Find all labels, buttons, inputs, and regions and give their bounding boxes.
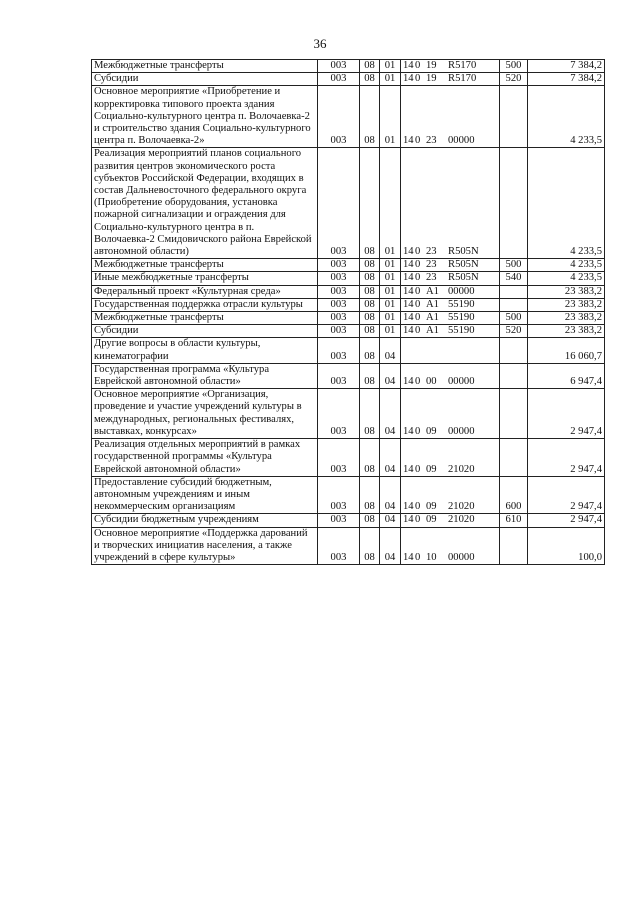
table-row: [92, 514, 605, 527]
row-subsection-code: 04: [380, 476, 401, 514]
row-target-article: [401, 389, 500, 439]
row-name: Основное мероприятие «Приобретение и корректировка типового проекта здания Социально-культурного центра п. Волочаевка-2 и строительство здания Социально-культурного центра п. Волочаевка-2»: [92, 86, 318, 148]
row-ved-code: 003: [318, 363, 360, 388]
target-article-part: 14: [403, 514, 414, 526]
row-subsection-code: 01: [380, 325, 401, 338]
target-article-part: 00000: [448, 376, 475, 388]
row-target-article: [401, 325, 500, 338]
row-section-code: 08: [360, 86, 380, 148]
row-subsection-code: 01: [380, 60, 401, 73]
target-article-part: 21020: [448, 501, 475, 513]
row-subsection-code: 01: [380, 298, 401, 311]
target-article-part: 19: [426, 73, 437, 85]
row-amount: 4 233,5: [528, 259, 605, 272]
row-amount: 2 947,4: [528, 389, 605, 439]
row-target-article: [401, 73, 500, 86]
target-article-part: 14: [403, 298, 414, 310]
target-article-part: 0: [415, 551, 421, 563]
row-name: Другие вопросы в области культуры, кинематографии: [92, 338, 318, 363]
row-amount: 23 383,2: [528, 285, 605, 298]
row-expense-type: [500, 285, 528, 298]
target-article-part: 0: [415, 73, 421, 85]
row-ved-code: 003: [318, 148, 360, 259]
row-subsection-code: 04: [380, 363, 401, 388]
row-target-article: [401, 285, 500, 298]
row-section-code: 08: [360, 325, 380, 338]
target-article-part: 09: [426, 463, 437, 475]
row-expense-type: 540: [500, 272, 528, 285]
row-target-article: [401, 514, 500, 527]
target-article-part: R5170: [448, 73, 477, 85]
row-amount: 4 233,5: [528, 272, 605, 285]
row-expense-type: [500, 148, 528, 259]
table-row: [92, 285, 605, 298]
row-name: Реализация отдельных мероприятий в рамках государственной программы «Культура Еврейской автономной области»: [92, 439, 318, 477]
target-article-part: 14: [403, 60, 414, 71]
target-article-part: 23: [426, 272, 437, 284]
row-section-code: 08: [360, 259, 380, 272]
row-amount: 23 383,2: [528, 298, 605, 311]
row-name: Межбюджетные трансферты: [92, 60, 318, 73]
row-amount: 23 383,2: [528, 312, 605, 325]
target-article-part: 14: [403, 285, 414, 297]
row-expense-type: [500, 86, 528, 148]
target-article-part: 0: [415, 376, 421, 388]
row-target-article: [401, 338, 500, 363]
table-row: [92, 439, 605, 477]
table-row: [92, 259, 605, 272]
row-expense-type: 520: [500, 325, 528, 338]
table-row: [92, 298, 605, 311]
target-article-part: 0: [415, 259, 421, 271]
row-ved-code: 003: [318, 312, 360, 325]
row-expense-type: 610: [500, 514, 528, 527]
row-subsection-code: 04: [380, 439, 401, 477]
row-expense-type: [500, 338, 528, 363]
row-expense-type: [500, 363, 528, 388]
row-ved-code: 003: [318, 298, 360, 311]
row-subsection-code: 04: [380, 527, 401, 565]
target-article-part: 55190: [448, 298, 475, 310]
row-expense-type: 600: [500, 476, 528, 514]
target-article-part: 0: [415, 325, 421, 337]
row-section-code: 08: [360, 527, 380, 565]
row-ved-code: 003: [318, 514, 360, 527]
row-name: Субсидии: [92, 325, 318, 338]
table-row: [92, 325, 605, 338]
target-article-part: R5170: [448, 60, 477, 71]
target-article-part: 0: [415, 514, 421, 526]
row-section-code: 08: [360, 60, 380, 73]
target-article-part: A1: [426, 298, 439, 310]
target-article-part: 09: [426, 501, 437, 513]
target-article-part: 14: [403, 501, 414, 513]
row-name: Субсидии бюджетным учреждениям: [92, 514, 318, 527]
row-subsection-code: 01: [380, 285, 401, 298]
row-subsection-code: 01: [380, 259, 401, 272]
target-article-part: R505N: [448, 259, 479, 271]
target-article-part: 09: [426, 425, 437, 437]
target-article-part: 00000: [448, 425, 475, 437]
target-article-part: 0: [415, 246, 421, 258]
row-target-article: [401, 363, 500, 388]
row-subsection-code: 01: [380, 86, 401, 148]
row-amount: 23 383,2: [528, 325, 605, 338]
row-name: Межбюджетные трансферты: [92, 312, 318, 325]
row-subsection-code: 01: [380, 73, 401, 86]
row-subsection-code: 04: [380, 514, 401, 527]
target-article-part: 23: [426, 246, 437, 258]
row-ved-code: 003: [318, 338, 360, 363]
table-row: [92, 148, 605, 259]
row-section-code: 08: [360, 312, 380, 325]
row-expense-type: 500: [500, 60, 528, 73]
target-article-part: 0: [415, 272, 421, 284]
row-section-code: 08: [360, 73, 380, 86]
row-amount: 2 947,4: [528, 514, 605, 527]
row-subsection-code: 04: [380, 338, 401, 363]
row-name: Реализация мероприятий планов социального развития центров экономического роста субъектов Российской Федерации, входящих в состав Дальневосточного федерального округа (Приобретение оборудования, установка пожарной сигнализации и ограждения для Социально-культурного центра в п. Волочаевка-2 Смидовичского района Еврейской автономной области): [92, 148, 318, 259]
table-row: [92, 338, 605, 363]
row-ved-code: 003: [318, 476, 360, 514]
row-expense-type: 500: [500, 312, 528, 325]
target-article-part: 23: [426, 259, 437, 271]
target-article-part: 14: [403, 325, 414, 337]
row-name: Основное мероприятие «Поддержка дарований и творческих инициатив населения, а также учреждений в сфере культуры»: [92, 527, 318, 565]
row-section-code: 08: [360, 389, 380, 439]
row-section-code: 08: [360, 285, 380, 298]
row-ved-code: 003: [318, 389, 360, 439]
row-ved-code: 003: [318, 272, 360, 285]
row-name: Межбюджетные трансферты: [92, 259, 318, 272]
row-name: Федеральный проект «Культурная среда»: [92, 285, 318, 298]
row-amount: 4 233,5: [528, 148, 605, 259]
row-ved-code: 003: [318, 527, 360, 565]
table-row: [92, 389, 605, 439]
row-target-article: [401, 476, 500, 514]
table-row: [92, 527, 605, 565]
table-row: [92, 476, 605, 514]
row-ved-code: 003: [318, 259, 360, 272]
row-ved-code: 003: [318, 86, 360, 148]
row-section-code: 08: [360, 298, 380, 311]
row-ved-code: 003: [318, 325, 360, 338]
target-article-part: 0: [415, 501, 421, 513]
row-name: Иные межбюджетные трансферты: [92, 272, 318, 285]
row-target-article: [401, 439, 500, 477]
target-article-part: 0: [415, 463, 421, 475]
row-amount: 2 947,4: [528, 439, 605, 477]
row-target-article: [401, 60, 500, 73]
table-row: [92, 86, 605, 148]
row-section-code: 08: [360, 148, 380, 259]
row-subsection-code: 01: [380, 272, 401, 285]
row-expense-type: [500, 439, 528, 477]
target-article-part: 14: [403, 73, 414, 85]
row-name: Предоставление субсидий бюджетным, автономным учреждениям и иным некоммерческим организациям: [92, 476, 318, 514]
target-article-part: A1: [426, 312, 439, 324]
target-article-part: 14: [403, 259, 414, 271]
row-name: Субсидии: [92, 73, 318, 86]
row-target-article: [401, 298, 500, 311]
target-article-part: 14: [403, 312, 414, 324]
target-article-part: 0: [415, 135, 421, 147]
table-row: [92, 272, 605, 285]
target-article-part: 14: [403, 135, 414, 147]
row-amount: 16 060,7: [528, 338, 605, 363]
row-section-code: 08: [360, 439, 380, 477]
target-article-part: R505N: [448, 246, 479, 258]
target-article-part: 10: [426, 551, 437, 563]
target-article-part: 14: [403, 463, 414, 475]
target-article-part: 0: [415, 60, 421, 71]
row-subsection-code: 01: [380, 148, 401, 259]
row-amount: 7 384,2: [528, 73, 605, 86]
row-ved-code: 003: [318, 439, 360, 477]
target-article-part: 0: [415, 285, 421, 297]
row-name: Государственная поддержка отрасли культуры: [92, 298, 318, 311]
target-article-part: 14: [403, 246, 414, 258]
target-article-part: 14: [403, 376, 414, 388]
target-article-part: 09: [426, 514, 437, 526]
row-target-article: [401, 259, 500, 272]
target-article-part: 00000: [448, 285, 475, 297]
row-section-code: 08: [360, 338, 380, 363]
target-article-part: 00000: [448, 135, 475, 147]
target-article-part: A1: [426, 325, 439, 337]
row-section-code: 08: [360, 476, 380, 514]
row-target-article: [401, 527, 500, 565]
row-section-code: 08: [360, 272, 380, 285]
row-expense-type: [500, 298, 528, 311]
row-expense-type: 520: [500, 73, 528, 86]
target-article-part: 19: [426, 60, 437, 71]
row-name: Государственная программа «Культура Еврейской автономной области»: [92, 363, 318, 388]
row-amount: 2 947,4: [528, 476, 605, 514]
target-article-part: 0: [415, 298, 421, 310]
row-expense-type: [500, 527, 528, 565]
target-article-part: 23: [426, 135, 437, 147]
table-row: [92, 73, 605, 86]
row-expense-type: 500: [500, 259, 528, 272]
row-amount: 4 233,5: [528, 86, 605, 148]
target-article-part: 55190: [448, 325, 475, 337]
row-subsection-code: 01: [380, 312, 401, 325]
target-article-part: 00: [426, 376, 437, 388]
table-row: [92, 312, 605, 325]
row-target-article: [401, 86, 500, 148]
target-article-part: 00000: [448, 551, 475, 563]
budget-table: [91, 59, 605, 565]
row-target-article: [401, 148, 500, 259]
row-ved-code: 003: [318, 285, 360, 298]
target-article-part: 21020: [448, 463, 475, 475]
row-section-code: 08: [360, 363, 380, 388]
table-row: [92, 60, 605, 73]
target-article-part: A1: [426, 285, 439, 297]
row-amount: 6 947,4: [528, 363, 605, 388]
target-article-part: 55190: [448, 312, 475, 324]
row-ved-code: 003: [318, 60, 360, 73]
row-name: Основное мероприятие «Организация, проведение и участие учреждений культуры в международных, региональных фестивалях, выставках, конкурсах»: [92, 389, 318, 439]
target-article-part: 0: [415, 312, 421, 324]
page-number: 36: [313, 36, 327, 51]
target-article-part: 0: [415, 425, 421, 437]
table-row: [92, 363, 605, 388]
row-ved-code: 003: [318, 73, 360, 86]
target-article-part: R505N: [448, 272, 479, 284]
row-amount: 7 384,2: [528, 60, 605, 73]
row-target-article: [401, 312, 500, 325]
target-article-part: 14: [403, 272, 414, 284]
row-subsection-code: 04: [380, 389, 401, 439]
row-section-code: 08: [360, 514, 380, 527]
row-target-article: [401, 272, 500, 285]
row-expense-type: [500, 389, 528, 439]
target-article-part: 21020: [448, 514, 475, 526]
row-amount: 100,0: [528, 527, 605, 565]
target-article-part: 14: [403, 551, 414, 563]
target-article-part: 14: [403, 425, 414, 437]
